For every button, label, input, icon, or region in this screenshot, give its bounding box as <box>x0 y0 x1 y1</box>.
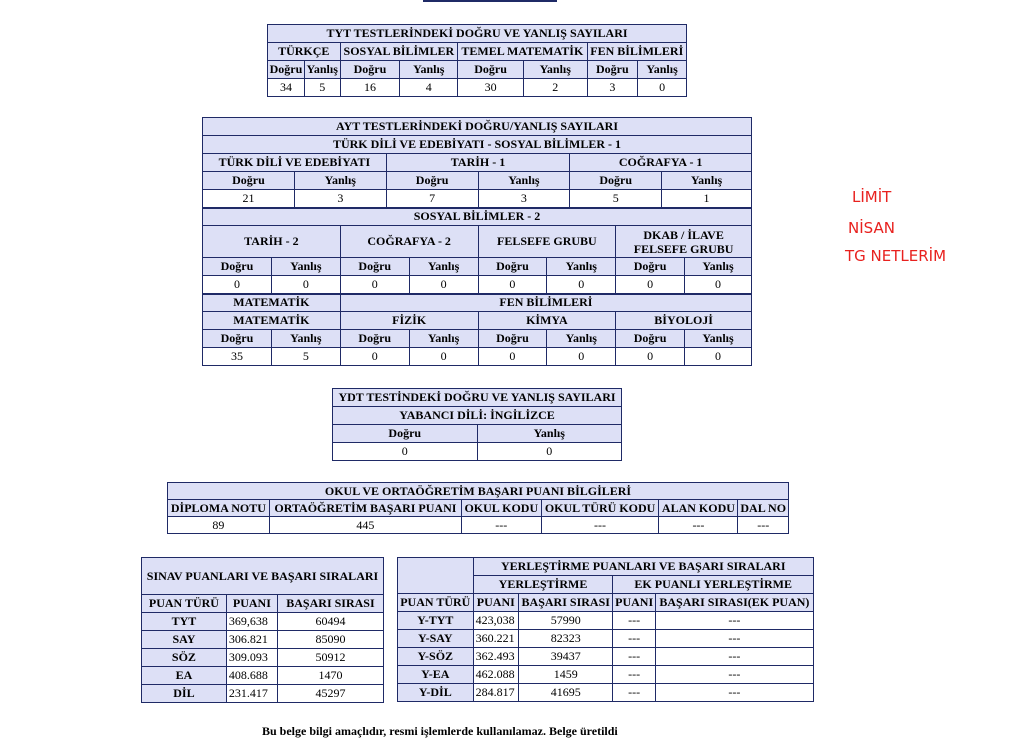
yerlestirme-title: YERLEŞTİRME PUANLARI VE BAŞARI SIRALARI <box>473 558 813 576</box>
ayt-matematik-dogru: 35 <box>203 348 272 366</box>
yerlestirme-puanlari-table <box>397 557 814 702</box>
puan-turu-cell: Y-SÖZ <box>398 648 474 666</box>
sira-cell: 50912 <box>277 649 383 667</box>
yanlis-header: Yanlış <box>271 330 340 348</box>
ayt-cografya2-yanlis: 0 <box>409 276 478 294</box>
ayt-tarih1-dogru: 7 <box>386 190 478 208</box>
ayt-section1-title: TÜRK DİLİ VE EDEBİYATI - SOSYAL BİLİMLER - 1 <box>203 136 752 154</box>
ayt-fizik-yanlis: 0 <box>409 348 478 366</box>
ayt-subject-tarih1: TARİH - 1 <box>386 154 570 172</box>
puan-turu-cell: SAY <box>142 631 227 649</box>
puan-cell: 362.493 <box>473 648 518 666</box>
dogru-header: Doğru <box>340 258 409 276</box>
ek-puan-cell: --- <box>613 612 655 630</box>
yanlis-header: Yanlış <box>638 61 687 79</box>
tyt-matematik-dogru: 30 <box>458 79 524 97</box>
yanlis-header: Yanlış <box>684 330 751 348</box>
dogru-header: Doğru <box>203 172 295 190</box>
ayt-subject-edebiyat: TÜRK DİLİ VE EDEBİYATI <box>203 154 387 172</box>
yanlis-header: Yanlış <box>477 425 622 443</box>
dogru-header: Doğru <box>458 61 524 79</box>
ayt-fen-group-title: FEN BİLİMLERİ <box>340 294 751 312</box>
dogru-header: Doğru <box>333 425 478 443</box>
puani-header: PUANI <box>226 595 277 613</box>
ayt-subject-tarih2: TARİH - 2 <box>203 226 341 258</box>
ayt-dkab-dogru: 0 <box>616 276 685 294</box>
yanlis-header: Yanlış <box>304 61 340 79</box>
dogru-header: Doğru <box>478 330 547 348</box>
tyt-matematik-yanlis: 2 <box>524 79 587 97</box>
basari-sirasi-header: BAŞARI SIRASI <box>519 594 613 612</box>
ayt-tarih1-yanlis: 3 <box>478 190 570 208</box>
tyt-results-table <box>267 24 687 97</box>
ek-puan-cell: --- <box>613 684 655 702</box>
table-row <box>142 667 384 685</box>
ayt-tarih2-yanlis: 0 <box>271 276 340 294</box>
ayt-subject-cografya2: COĞRAFYA - 2 <box>340 226 478 258</box>
puan-cell: 306.821 <box>226 631 277 649</box>
ayt-subject-matematik: MATEMATİK <box>203 312 341 330</box>
sinav-puanlari-table <box>141 557 384 703</box>
dogru-header: Doğru <box>587 61 638 79</box>
ek-basari-sirasi-header: BAŞARI SIRASI(EK PUAN) <box>655 594 813 612</box>
ek-sira-cell: --- <box>655 648 813 666</box>
yerlestirme-corner-cell <box>398 558 474 594</box>
puan-cell: 462.088 <box>473 666 518 684</box>
puan-turu-cell: Y-DİL <box>398 684 474 702</box>
puan-turu-cell: Y-TYT <box>398 612 474 630</box>
ek-sira-cell: --- <box>655 684 813 702</box>
sinav-title: SINAV PUANLARI VE BAŞARI SIRALARI <box>142 558 384 595</box>
obp-header: ORTAÖĞRETİM BAŞARI PUANI <box>269 500 461 517</box>
ek-puan-cell: --- <box>613 630 655 648</box>
ayt-tarih2-dogru: 0 <box>203 276 272 294</box>
ayt-matematik-group-title: MATEMATİK <box>203 294 341 312</box>
okul-kodu-header: OKUL KODU <box>461 500 541 517</box>
tyt-fen-dogru: 3 <box>587 79 638 97</box>
ayt-kimya-dogru: 0 <box>478 348 547 366</box>
dogru-header: Doğru <box>203 258 272 276</box>
sira-cell: 82323 <box>519 630 613 648</box>
ayt-kimya-yanlis: 0 <box>547 348 616 366</box>
ayt-edebiyat-dogru: 21 <box>203 190 295 208</box>
okul-bilgileri-table <box>167 482 789 534</box>
puan-cell: 231.417 <box>226 685 277 703</box>
puan-turu-cell: EA <box>142 667 227 685</box>
ayt-felsefe-yanlis: 0 <box>547 276 616 294</box>
puani-header: PUANI <box>473 594 518 612</box>
table-row <box>142 631 384 649</box>
tyt-subject-fen: FEN BİLİMLERİ <box>587 43 687 61</box>
sira-cell: 1470 <box>277 667 383 685</box>
tyt-fen-yanlis: 0 <box>638 79 687 97</box>
ydt-dogru: 0 <box>333 443 478 461</box>
tyt-subject-sosyal: SOSYAL BİLİMLER <box>340 43 458 61</box>
dogru-header: Doğru <box>570 172 662 190</box>
dal-no-value: --- <box>738 517 789 534</box>
ayt-cografya2-dogru: 0 <box>340 276 409 294</box>
tyt-turkce-yanlis: 5 <box>304 79 340 97</box>
puan-turu-cell: TYT <box>142 613 227 631</box>
yanlis-header: Yanlış <box>547 330 616 348</box>
diploma-notu-header: DİPLOMA NOTU <box>168 500 270 517</box>
dogru-header: Doğru <box>340 330 409 348</box>
sira-cell: 85090 <box>277 631 383 649</box>
ayt-edebiyat-yanlis: 3 <box>294 190 386 208</box>
dogru-header: Doğru <box>203 330 272 348</box>
ayt-title: AYT TESTLERİNDEKİ DOĞRU/YANLIŞ SAYILARI <box>203 118 752 136</box>
tyt-sosyal-dogru: 16 <box>340 79 400 97</box>
dogru-header: Doğru <box>616 258 685 276</box>
sira-cell: 60494 <box>277 613 383 631</box>
ydt-language: YABANCI DİLİ: İNGİLİZCE <box>333 407 622 425</box>
table-row <box>142 649 384 667</box>
ayt-felsefe-dogru: 0 <box>478 276 547 294</box>
sira-cell: 41695 <box>519 684 613 702</box>
puan-cell: 284.817 <box>473 684 518 702</box>
puan-turu-cell: DİL <box>142 685 227 703</box>
puan-turu-header: PUAN TÜRÜ <box>398 594 474 612</box>
tyt-sosyal-yanlis: 4 <box>400 79 458 97</box>
note-limit: LİMİT <box>852 188 892 206</box>
note-nisan: NİSAN <box>848 219 895 237</box>
puan-turu-cell: Y-SAY <box>398 630 474 648</box>
sira-cell: 57990 <box>519 612 613 630</box>
sira-cell: 45297 <box>277 685 383 703</box>
tyt-subject-turkce: TÜRKÇE <box>268 43 341 61</box>
table-row <box>142 613 384 631</box>
okul-title: OKUL VE ORTAÖĞRETİM BAŞARI PUANI BİLGİLERİ <box>168 483 789 500</box>
puan-turu-header: PUAN TÜRÜ <box>142 595 227 613</box>
dogru-header: Doğru <box>268 61 305 79</box>
alan-kodu-header: ALAN KODU <box>659 500 738 517</box>
ayt-biyoloji-yanlis: 0 <box>684 348 751 366</box>
yanlis-header: Yanlış <box>524 61 587 79</box>
puan-cell: 369,638 <box>226 613 277 631</box>
ayt-matematik-yanlis: 5 <box>271 348 340 366</box>
note-tg-netlerim: TG NETLERİM <box>845 247 947 265</box>
yanlis-header: Yanlış <box>409 258 478 276</box>
dogru-header: Doğru <box>478 258 547 276</box>
ydt-yanlis: 0 <box>477 443 622 461</box>
yanlis-header: Yanlış <box>478 172 570 190</box>
tyt-title: TYT TESTLERİNDEKİ DOĞRU VE YANLIŞ SAYILARI <box>268 25 687 43</box>
yanlis-header: Yanlış <box>684 258 751 276</box>
okul-turu-kodu-value: --- <box>541 517 659 534</box>
table-row <box>398 612 814 630</box>
yanlis-header: Yanlış <box>400 61 458 79</box>
yerlestirme-subheader: YERLEŞTİRME <box>473 576 613 594</box>
dal-no-header: DAL NO <box>738 500 789 517</box>
ek-puani-header: PUANI <box>613 594 655 612</box>
ayt-biyoloji-dogru: 0 <box>616 348 685 366</box>
ek-sira-cell: --- <box>655 666 813 684</box>
ayt-subject-cografya1: COĞRAFYA - 1 <box>570 154 752 172</box>
yanlis-header: Yanlış <box>409 330 478 348</box>
ek-sira-cell: --- <box>655 612 813 630</box>
ydt-title: YDT TESTİNDEKİ DOĞRU VE YANLIŞ SAYILARI <box>333 389 622 407</box>
dogru-header: Doğru <box>386 172 478 190</box>
ayt-section2-title: SOSYAL BİLİMLER - 2 <box>203 208 752 226</box>
obp-value: 445 <box>269 517 461 534</box>
alan-kodu-value: --- <box>659 517 738 534</box>
ayt-subject-dkab: DKAB / İLAVE FELSEFE GRUBU <box>616 226 752 258</box>
ayt-cografya1-dogru: 5 <box>570 190 662 208</box>
basari-sirasi-header: BAŞARI SIRASI <box>277 595 383 613</box>
puan-cell: 423,038 <box>473 612 518 630</box>
yanlis-header: Yanlış <box>662 172 752 190</box>
diploma-notu-value: 89 <box>168 517 270 534</box>
ayt-results-table <box>202 117 752 366</box>
ayt-subject-kimya: KİMYA <box>478 312 616 330</box>
ayt-subject-biyoloji: BİYOLOJİ <box>616 312 752 330</box>
puan-turu-cell: Y-EA <box>398 666 474 684</box>
tyt-turkce-dogru: 34 <box>268 79 305 97</box>
yanlis-header: Yanlış <box>294 172 386 190</box>
okul-kodu-value: --- <box>461 517 541 534</box>
ek-puan-cell: --- <box>613 648 655 666</box>
puan-cell: 408.688 <box>226 667 277 685</box>
table-row <box>398 648 814 666</box>
ek-puanli-subheader: EK PUANLI YERLEŞTİRME <box>613 576 814 594</box>
table-row <box>398 630 814 648</box>
ayt-dkab-yanlis: 0 <box>684 276 751 294</box>
table-row <box>398 666 814 684</box>
ydt-results-table <box>332 388 622 461</box>
tyt-subject-matematik: TEMEL MATEMATİK <box>458 43 587 61</box>
top-divider-line <box>423 0 557 2</box>
yanlis-header: Yanlış <box>271 258 340 276</box>
puan-cell: 309.093 <box>226 649 277 667</box>
ayt-cografya1-yanlis: 1 <box>662 190 752 208</box>
ayt-subject-felsefe: FELSEFE GRUBU <box>478 226 616 258</box>
table-row <box>398 684 814 702</box>
ek-sira-cell: --- <box>655 630 813 648</box>
table-row <box>142 685 384 703</box>
footer-text: Bu belge bilgi amaçlıdır, resmi işlemlerde kullanılamaz. Belge üretildi <box>262 724 618 738</box>
ayt-subject-fizik: FİZİK <box>340 312 478 330</box>
sira-cell: 39437 <box>519 648 613 666</box>
ayt-fizik-dogru: 0 <box>340 348 409 366</box>
dogru-header: Doğru <box>340 61 400 79</box>
okul-turu-kodu-header: OKUL TÜRÜ KODU <box>541 500 659 517</box>
ek-puan-cell: --- <box>613 666 655 684</box>
yanlis-header: Yanlış <box>547 258 616 276</box>
dogru-header: Doğru <box>616 330 685 348</box>
sira-cell: 1459 <box>519 666 613 684</box>
puan-cell: 360.221 <box>473 630 518 648</box>
puan-turu-cell: SÖZ <box>142 649 227 667</box>
